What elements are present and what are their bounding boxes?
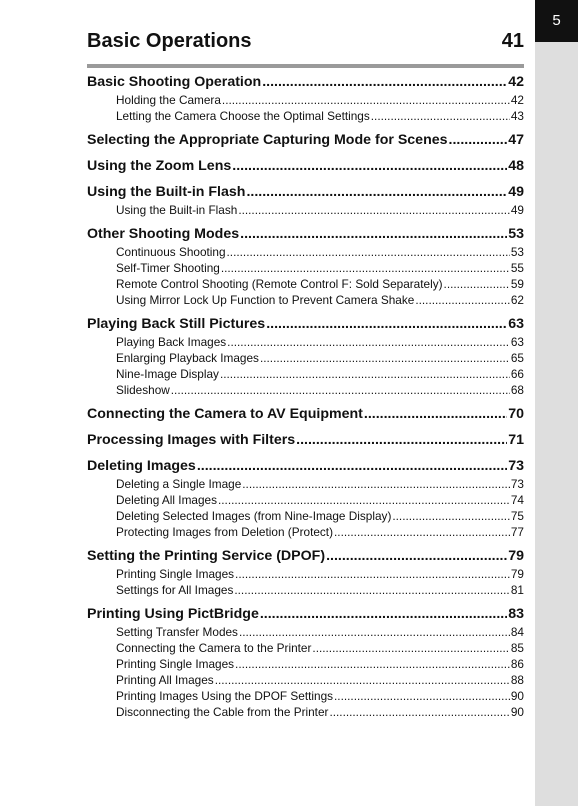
dot-leader (334, 524, 510, 540)
dot-leader (260, 350, 510, 366)
dot-leader (234, 582, 510, 598)
toc-item-title: Printing Single Images (116, 657, 235, 671)
toc-item-title: Printing Single Images (116, 567, 235, 581)
dot-leader (222, 92, 510, 108)
toc-item[interactable] (87, 624, 524, 640)
toc-item[interactable] (87, 366, 524, 382)
toc-item-title: Continuous Shooting (116, 245, 226, 259)
dot-leader (242, 476, 510, 492)
toc-item-title: Nine-Image Display (116, 367, 219, 381)
toc-item-page: 86 (510, 657, 524, 671)
toc-section-page: 79 (508, 548, 524, 564)
toc-section-title: Playing Back Still Pictures (87, 316, 266, 332)
toc-section-entry[interactable] (87, 130, 524, 150)
toc-section-title: Selecting the Appropriate Capturing Mode for Scenes (87, 132, 448, 148)
toc-item[interactable] (87, 672, 524, 688)
toc-item-title: Using Mirror Lock Up Function to Prevent Camera Shake (116, 293, 415, 307)
toc-section-page: 63 (508, 316, 524, 332)
toc-item-page: 75 (510, 509, 524, 523)
toc-item-page: 85 (510, 641, 524, 655)
dot-leader (392, 508, 510, 524)
toc-section-page: 48 (508, 158, 524, 174)
toc-item[interactable] (87, 582, 524, 598)
toc-section-title: Basic Shooting Operation (87, 74, 262, 90)
toc-item[interactable] (87, 260, 524, 276)
toc-item-title: Holding the Camera (116, 93, 221, 107)
toc-item-title: Setting Transfer Modes (116, 625, 238, 639)
toc-section-entry[interactable] (87, 314, 524, 334)
toc-section-title: Using the Built-in Flash (87, 184, 246, 200)
toc-section (87, 224, 524, 308)
dot-leader (227, 244, 510, 260)
dot-leader (444, 276, 510, 292)
chapter-tab (535, 0, 578, 42)
chapter-title: Basic Operations (87, 30, 252, 52)
toc-item-title: Protecting Images from Deletion (Protect) (116, 525, 334, 539)
toc-section-page: 83 (508, 606, 524, 622)
toc-item-title: Settings for All Images (116, 583, 234, 597)
toc-section-entry[interactable] (87, 546, 524, 566)
toc-item[interactable] (87, 382, 524, 398)
toc-section-entry[interactable] (87, 430, 524, 450)
toc-item[interactable] (87, 92, 524, 108)
toc-item-title: Using the Built-in Flash (116, 203, 238, 217)
dot-leader (246, 183, 507, 202)
toc-item[interactable] (87, 476, 524, 492)
toc-item-title: Slideshow (116, 383, 170, 397)
chapter-header (87, 30, 524, 53)
toc-item[interactable] (87, 244, 524, 260)
dot-leader (415, 292, 510, 308)
chapter-tab-number: 5 (552, 12, 561, 29)
header-rule (87, 64, 524, 68)
toc-item[interactable] (87, 640, 524, 656)
dot-leader (221, 260, 510, 276)
toc-item-title: Deleting Selected Images (from Nine-Image Display) (116, 509, 392, 523)
toc-section-page: 71 (508, 432, 524, 448)
dot-leader (364, 405, 507, 424)
dot-leader (262, 73, 507, 92)
dot-leader (240, 225, 507, 244)
toc-section-page: 70 (508, 406, 524, 422)
toc-item[interactable] (87, 524, 524, 540)
toc-item-title: Letting the Camera Choose the Optimal Settings (116, 109, 370, 123)
dot-leader (260, 605, 507, 624)
toc-item-page: 66 (510, 367, 524, 381)
toc-item-title: Disconnecting the Cable from the Printer (116, 705, 329, 719)
dot-leader (197, 457, 507, 476)
toc-section-title: Connecting the Camera to AV Equipment (87, 406, 363, 422)
dot-leader (171, 382, 510, 398)
toc-item-page: 43 (510, 109, 524, 123)
toc-section-title: Printing Using PictBridge (87, 606, 259, 622)
toc-item-title: Enlarging Playback Images (116, 351, 259, 365)
toc-item-page: 77 (510, 525, 524, 539)
toc-section-page: 49 (508, 184, 524, 200)
toc-item-page: 63 (510, 335, 524, 349)
toc-section-entry[interactable] (87, 404, 524, 424)
toc-item-page: 81 (510, 583, 524, 597)
toc-section-page: 47 (508, 132, 524, 148)
toc-item[interactable] (87, 334, 524, 350)
dot-leader (220, 366, 510, 382)
toc-section (87, 546, 524, 598)
dot-leader (329, 704, 509, 720)
toc-section-entry[interactable] (87, 224, 524, 244)
toc-item-title: Remote Control Shooting (Remote Control F: Sold Separately) (116, 277, 443, 291)
toc-section (87, 130, 524, 150)
toc-item-page: 49 (510, 203, 524, 217)
toc-item[interactable] (87, 704, 524, 720)
toc-section (87, 72, 524, 124)
toc-item-title: Deleting a Single Image (116, 477, 242, 491)
table-of-contents (87, 72, 524, 726)
toc-item-page: 90 (510, 689, 524, 703)
toc-section-title: Using the Zoom Lens (87, 158, 232, 174)
dot-leader (238, 202, 510, 218)
toc-item-page: 88 (510, 673, 524, 687)
dot-leader (326, 547, 507, 566)
toc-item-page: 74 (510, 493, 524, 507)
toc-section-title: Other Shooting Modes (87, 226, 240, 242)
toc-item-page: 68 (510, 383, 524, 397)
toc-item-title: Connecting the Camera to the Printer (116, 641, 312, 655)
toc-section-page: 73 (508, 458, 524, 474)
toc-item-title: Self-Timer Shooting (116, 261, 220, 275)
toc-section-entry[interactable] (87, 604, 524, 624)
toc-section (87, 182, 524, 218)
toc-item[interactable] (87, 656, 524, 672)
toc-item[interactable] (87, 492, 524, 508)
dot-leader (232, 157, 507, 176)
toc-item-title: Printing All Images (116, 673, 214, 687)
toc-item[interactable] (87, 292, 524, 308)
side-strip (535, 0, 578, 806)
toc-section-title: Setting the Printing Service (DPOF) (87, 548, 326, 564)
toc-item-page: 65 (510, 351, 524, 365)
toc-section-entry[interactable] (87, 182, 524, 202)
toc-item-page: 90 (510, 705, 524, 719)
toc-item-title: Playing Back Images (116, 335, 227, 349)
toc-item-title: Deleting All Images (116, 493, 217, 507)
toc-section (87, 156, 524, 176)
chapter-page-number: 41 (501, 30, 524, 52)
toc-item-page: 84 (510, 625, 524, 639)
dot-leader (239, 624, 510, 640)
dot-leader (227, 334, 510, 350)
dot-leader (266, 315, 507, 334)
dot-leader (218, 492, 510, 508)
toc-item[interactable] (87, 508, 524, 524)
dot-leader (215, 672, 510, 688)
toc-item[interactable] (87, 276, 524, 292)
toc-section-title: Processing Images with Filters (87, 432, 296, 448)
toc-section-entry[interactable] (87, 456, 524, 476)
toc-item-page: 73 (510, 477, 524, 491)
toc-section-title: Deleting Images (87, 458, 196, 474)
toc-item[interactable] (87, 350, 524, 366)
toc-item-page: 59 (510, 277, 524, 291)
toc-item[interactable] (87, 566, 524, 582)
toc-item-page: 79 (510, 567, 524, 581)
toc-section (87, 456, 524, 540)
toc-section (87, 604, 524, 720)
toc-item[interactable] (87, 202, 524, 218)
toc-section-page: 42 (508, 74, 524, 90)
toc-item-page: 42 (510, 93, 524, 107)
toc-section (87, 430, 524, 450)
toc-section-page: 53 (508, 226, 524, 242)
toc-section (87, 314, 524, 398)
toc-section-entry[interactable] (87, 72, 524, 92)
dot-leader (296, 431, 507, 450)
toc-section (87, 404, 524, 424)
dot-leader (235, 566, 510, 582)
dot-leader (334, 688, 510, 704)
toc-item-page: 62 (510, 293, 524, 307)
toc-section-entry[interactable] (87, 156, 524, 176)
toc-item[interactable] (87, 108, 524, 124)
toc-item-page: 55 (510, 261, 524, 275)
dot-leader (449, 131, 508, 150)
dot-leader (235, 656, 510, 672)
toc-item-page: 53 (510, 245, 524, 259)
toc-item[interactable] (87, 688, 524, 704)
dot-leader (371, 108, 510, 124)
toc-item-title: Printing Images Using the DPOF Settings (116, 689, 334, 703)
dot-leader (312, 640, 509, 656)
